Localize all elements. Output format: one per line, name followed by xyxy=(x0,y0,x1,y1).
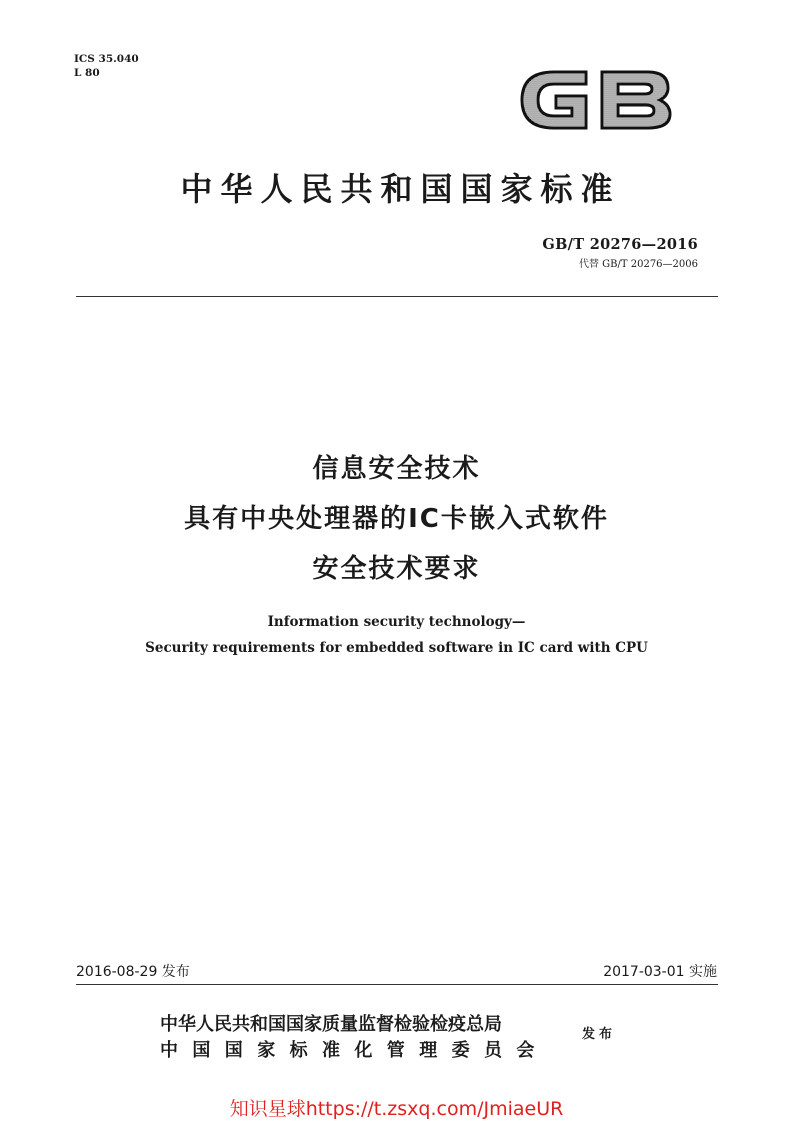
chinese-title-line-2: 具有中央处理器的IC卡嵌入式软件 xyxy=(184,504,609,534)
header-divider xyxy=(76,296,718,297)
issuer-aqsiq: 中华人民共和国国家质量监督检验检疫总局 xyxy=(160,1014,502,1035)
national-standard-title: 中华人民共和国国家标准 xyxy=(180,170,621,208)
chinese-title-line-1: 信息安全技术 xyxy=(312,454,481,484)
issue-date: 2016-08-29 发布 xyxy=(76,964,190,980)
gb-logo-icon xyxy=(516,60,676,140)
english-title-line-1: Information security technology— xyxy=(267,614,526,630)
standard-number: GB/T 20276—2016 xyxy=(542,236,698,253)
standard-number-block xyxy=(542,236,698,270)
issuer-sac: 中国国家标准化管理委员会 xyxy=(160,1040,549,1061)
implementation-date: 2017-03-01 实施 xyxy=(603,964,717,980)
publish-label: 发布 xyxy=(582,1027,617,1042)
chinese-title-line-3: 安全技术要求 xyxy=(312,554,481,584)
replaces-standard: 代替 GB/T 20276—2006 xyxy=(579,259,698,270)
watermark-link[interactable]: 知识星球https://t.zsxq.com/JmiaeUR xyxy=(229,1098,564,1120)
ics-code: ICS 35.040 xyxy=(74,53,139,65)
classification-codes xyxy=(74,52,139,80)
footer-divider xyxy=(76,984,718,985)
english-title-line-2: Security requirements for embedded software in IC card with CPU xyxy=(145,640,648,656)
ccs-code: L 80 xyxy=(74,67,100,79)
